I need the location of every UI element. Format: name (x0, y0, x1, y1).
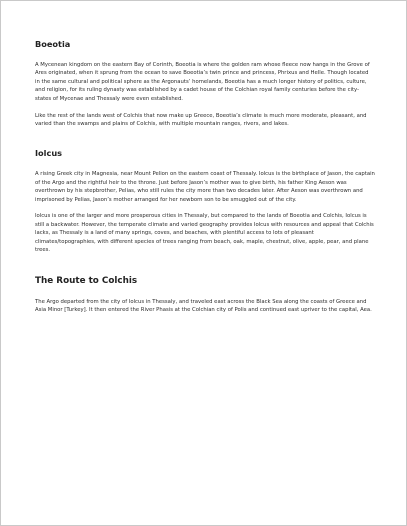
section-route-to-colchis (35, 276, 375, 315)
section-boeotia (35, 39, 375, 128)
paragraph: The Argo departed from the city of Iolcus in Thessaly, and traveled east across the Black Sea along the coasts of Greece and Asia Minor [Turkey]. It then entered the River Phasis at the Colchian city of Polis and continued east upriver to the capital, Aea. (35, 298, 372, 313)
section-heading-route-to-colchis: The Route to Colchis (35, 275, 138, 286)
section-iolcus (35, 148, 375, 254)
paragraph: Like the rest of the lands west of Colchis that now make up Greece, Boeotia’s climate is much more moderate, pleasant, and varied than the swamps and plains of Colchis, with multiple mountain ranges, rivers, and lakes. (35, 112, 367, 127)
section-heading-boeotia: Boeotia (35, 39, 71, 49)
document-content (35, 39, 375, 323)
paragraph: A rising Greek city in Magnesia, near Mount Pelion on the eastern coast of Thessaly. Iolcus is the birthplace of Jason, the captain of the Argo and the rightful heir to the throne. Just before Jason’s mother was to give birth, his father King Aeson was overthrown by his stepbrother, Pelias, who still rules the city more than two decades later. After Aeson was overthrown and imprisoned by Pelias, Jason’s mother arranged for her newborn son to be smuggled out of the city. (35, 171, 375, 203)
section-heading-iolcus: Iolcus (35, 148, 63, 159)
paragraph: Iolcus is one of the larger and more prosperous cities in Thessaly, but compared to the lands of Boeotia and Colchis, Iolcus is still a backwater. However, the temperate climate and varied geography provides Iolcus with resources and appeal that Colchis lacks, as Thessaly is a land of many springs, coves, and beaches, with plentiful access to lots of pleasant climates/topographies, with different species of trees ranging from beach, oak, maple, chestnut, olive, apple, pear, and plane trees. (35, 213, 374, 254)
paragraph: A Mycenean kingdom on the eastern Bay of Corinth, Boeotia is where the golden ram whose fleece now hangs in the Grove of Ares originated, when it sprung from the ocean to save Boeotia’s twin prince and princess, Phrixus and Helle. Though located in the same cultural and political sphere as the Argonauts’ homelands, Boeotia has a much longer history of politics, culture, and religion, for its ruling dynasty was established by a cadet house of the Colchian royal family centuries before the city-states of Mycenae and Thessaly were even established. (35, 62, 370, 102)
